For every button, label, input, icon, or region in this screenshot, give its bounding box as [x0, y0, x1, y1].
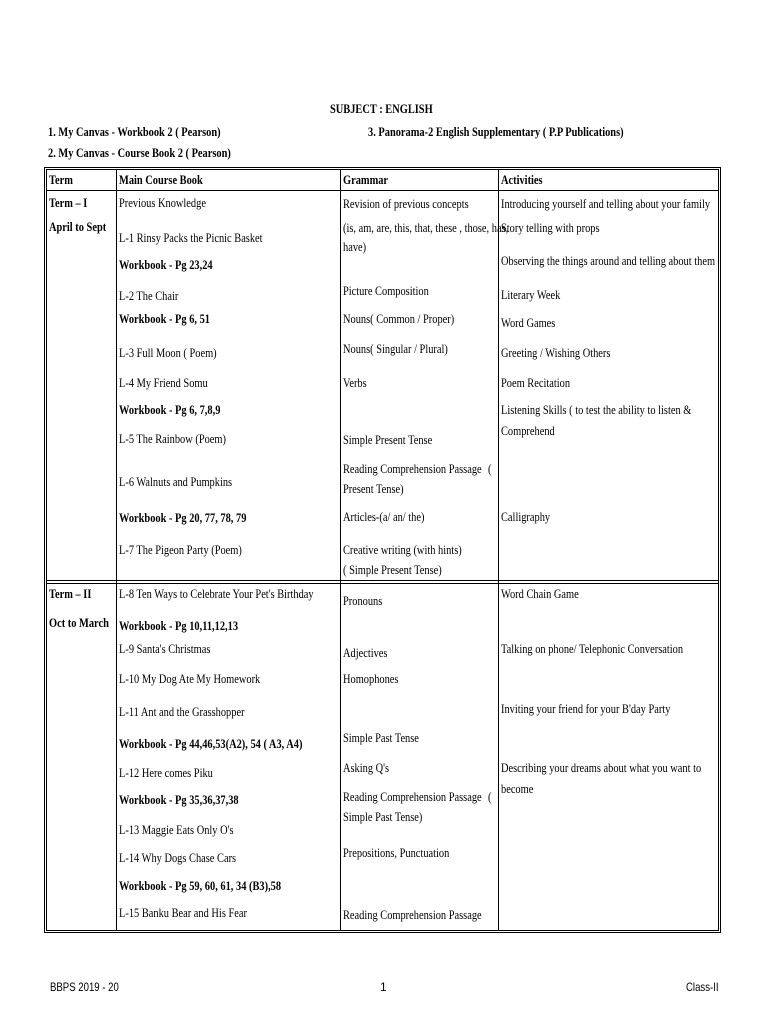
term-divider-a [46, 580, 719, 581]
term1-activity-item: Observing the things around and telling about them [501, 253, 716, 268]
term2-activity-item: Talking on phone/ Telephonic Conversation [501, 641, 684, 656]
table-border-top-inner [46, 169, 719, 170]
term2-main-workbook: Workbook - Pg 44,46,53(A2), 54 ( A3, A4) [119, 736, 303, 751]
term1-grammar-item: Nouns( Common / Proper) [343, 311, 455, 326]
term1-grammar-item: Revision of previous concepts [343, 196, 469, 211]
term1-main-item: L-5 The Rainbow (Poem) [119, 431, 226, 446]
term2-main-item: L-10 My Dog Ate My Homework [119, 671, 261, 686]
term1-main-item: L-4 My Friend Somu [119, 375, 208, 390]
term1-grammar-item: Articles-(a/ an/ the) [343, 509, 425, 524]
term2-main-workbook: Workbook - Pg 59, 60, 61, 34 (B3),58 [119, 878, 282, 893]
term1-activity-item: Poem Recitation [501, 375, 571, 390]
term1-main-workbook: Workbook - Pg 20, 77, 78, 79 [119, 510, 247, 525]
term2-grammar-item: Asking Q's [343, 760, 390, 775]
term2-title: Term – II [49, 586, 92, 601]
term1-main-workbook: Workbook - Pg 6, 51 [119, 311, 211, 326]
term1-main-item: L-2 The Chair [119, 288, 179, 303]
term2-grammar-item: Adjectives [343, 645, 388, 660]
term1-main-item: L-1 Rinsy Packs the Picnic Basket [119, 230, 263, 245]
term2-activity-item: become [501, 781, 534, 796]
term1-main-item: L-3 Full Moon ( Poem) [119, 345, 217, 360]
term1-grammar-item: Present Tense) [343, 481, 404, 496]
col-divider-1 [116, 169, 117, 931]
term2-activity-item: Describing your dreams about what you want to [501, 760, 702, 775]
term1-grammar-item: Creative writing (with hints) [343, 542, 462, 557]
term1-activity-item: Word Games [501, 315, 556, 330]
book-1: 1. My Canvas - Workbook 2 ( Pearson) [48, 124, 221, 139]
term2-main-item: L-9 Santa's Christmas [119, 641, 211, 656]
term1-activity-item: Comprehend [501, 423, 555, 438]
header-grammar: Grammar [343, 172, 389, 187]
term2-main-workbook: Workbook - Pg 35,36,37,38 [119, 792, 239, 807]
term2-period: Oct to March [49, 615, 109, 630]
term1-grammar-item: Reading Comprehension Passage [343, 461, 482, 476]
table-border-bottom-outer [44, 932, 721, 933]
term1-period: April to Sept [49, 219, 107, 234]
header-activities: Activities [501, 172, 543, 187]
header-term: Term [49, 172, 73, 187]
term2-main-item: L-8 Ten Ways to Celebrate Your Pet's Birthday [119, 586, 314, 601]
term1-grammar-item: Verbs [343, 375, 367, 390]
term1-activity-item: Calligraphy [501, 509, 551, 524]
term1-main-workbook: Workbook - Pg 6, 7,8,9 [119, 402, 221, 417]
book-2: 2. My Canvas - Course Book 2 ( Pearson) [48, 145, 231, 160]
term2-grammar-item: Simple Past Tense [343, 730, 419, 745]
term1-grammar-item: ( Simple Present Tense) [343, 562, 442, 577]
book-3: 3. Panorama-2 English Supplementary ( P.P Publications) [368, 124, 624, 139]
term2-grammar-item: Simple Past Tense) [343, 809, 423, 824]
term1-grammar-paren: ( [488, 461, 492, 476]
table-border-right-outer [720, 167, 721, 933]
term2-main-item: L-11 Ant and the Grasshopper [119, 704, 245, 719]
term1-grammar-item: Simple Present Tense [343, 432, 433, 447]
col-divider-3 [498, 169, 499, 931]
term2-grammar-item: Pronouns [343, 593, 383, 608]
term1-activity-item: Story telling with props [501, 220, 600, 235]
term1-grammar-item: Picture Composition [343, 283, 429, 298]
footer-school-year: BBPS 2019 - 20 [50, 980, 119, 994]
term1-main-item: L-6 Walnuts and Pumpkins [119, 474, 233, 489]
footer-page-number: 1 [380, 980, 387, 994]
term1-activity-item: Listening Skills ( to test the ability to listen & [501, 402, 692, 417]
term-divider-b [46, 583, 719, 584]
table-border-right-inner [718, 169, 719, 931]
term2-main-item: L-15 Banku Bear and His Fear [119, 905, 247, 920]
col-divider-2 [340, 169, 341, 931]
table-border-bottom-inner [46, 930, 719, 931]
term2-grammar-item: Homophones [343, 671, 399, 686]
term1-grammar-item: (is, am, are, this, that, these , those, has, [343, 220, 509, 235]
term2-grammar-paren: ( [488, 789, 492, 804]
header-row-divider [46, 190, 719, 191]
term1-title: Term – I [49, 195, 88, 210]
term1-grammar-item: have) [343, 239, 367, 254]
term1-activity-item: Greeting / Wishing Others [501, 345, 611, 360]
term1-grammar-item: Nouns( Singular / Plural) [343, 341, 448, 356]
term2-grammar-item: Prepositions, Punctuation [343, 845, 450, 860]
term2-main-item: L-14 Why Dogs Chase Cars [119, 850, 237, 865]
term1-activity-item: Introducing yourself and telling about your family [501, 196, 711, 211]
subject-title: SUBJECT : ENGLISH [330, 101, 433, 116]
term2-grammar-item: Reading Comprehension Passage [343, 789, 482, 804]
term1-activity-item: Literary Week [501, 287, 561, 302]
term2-main-item: L-12 Here comes Piku [119, 765, 213, 780]
term1-main-workbook: Workbook - Pg 23,24 [119, 257, 213, 272]
footer-class: Class-II [686, 980, 719, 994]
header-main-course-book: Main Course Book [119, 172, 203, 187]
table-border-top-outer [44, 167, 721, 168]
term1-main-item: L-7 The Pigeon Party (Poem) [119, 542, 242, 557]
term1-main-item: Previous Knowledge [119, 195, 206, 210]
term2-activity-item: Inviting your friend for your B'day Party [501, 701, 671, 716]
term2-main-item: L-13 Maggie Eats Only O's [119, 822, 234, 837]
table-border-left-inner [46, 169, 47, 931]
term2-main-workbook: Workbook - Pg 10,11,12,13 [119, 618, 239, 633]
term2-grammar-item: Reading Comprehension Passage [343, 907, 482, 922]
term2-activity-item: Word Chain Game [501, 586, 579, 601]
table-border-left-outer [44, 167, 45, 933]
